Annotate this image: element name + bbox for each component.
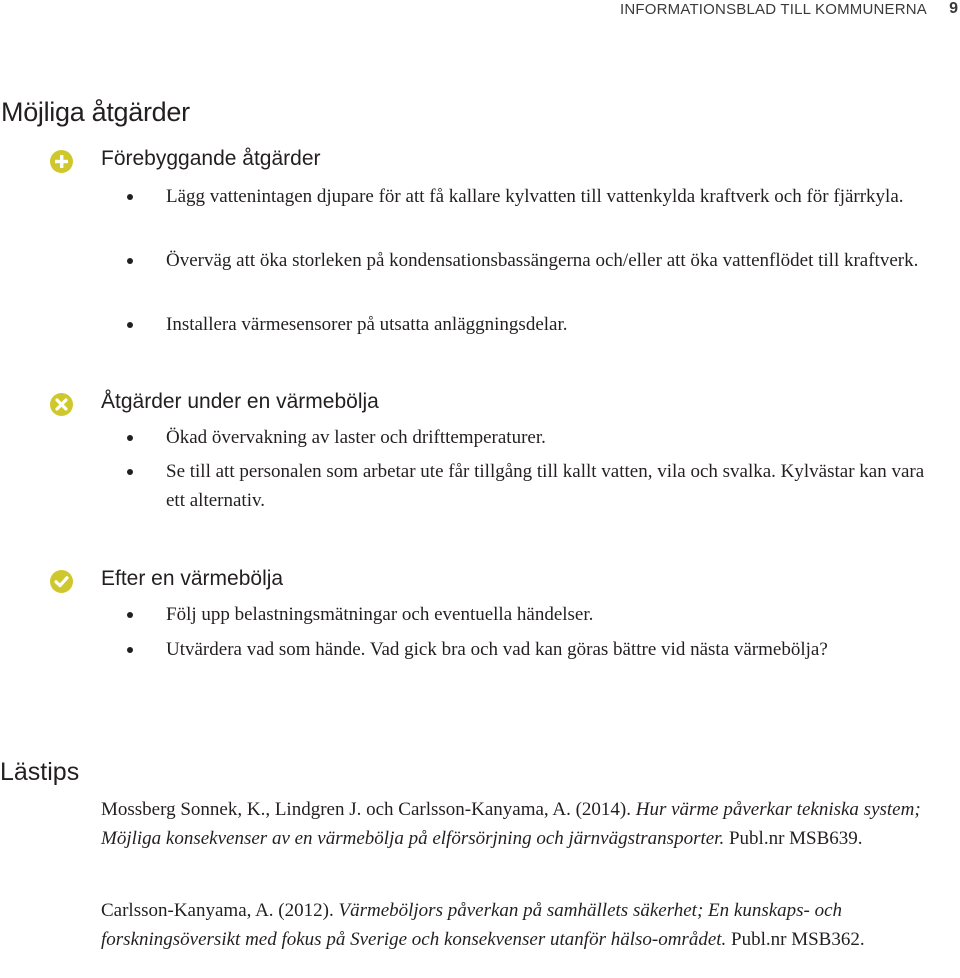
page-header xyxy=(0,0,960,22)
list-item: Följ upp belastningsmätningar och eventuella händelser. xyxy=(0,600,946,629)
bullet-list xyxy=(0,182,960,339)
list-item: Lägg vattenintagen djupare för att få kallare kylvatten till vattenkylda kraftverk och för fjärrkyla. xyxy=(0,182,946,240)
section-heading: Efter en värmebölja xyxy=(101,567,284,590)
reference-1 xyxy=(101,795,956,853)
page-title: Möjliga åtgärder xyxy=(1,97,190,127)
list-item: Se till att personalen som arbetar ute får tillgång till kallt vatten, vila och svalka. Kylvästar kan vara ett alternativ. xyxy=(0,457,946,515)
check-icon xyxy=(50,570,73,593)
reading-tips-title: Lästips xyxy=(0,758,80,786)
cross-icon xyxy=(50,393,73,416)
section-heading: Åtgärder under en värmebölja xyxy=(101,390,379,413)
list-item: Installera värmesensorer på utsatta anläggningsdelar. xyxy=(0,310,946,339)
bullet-list xyxy=(0,600,960,664)
reference-authors: Mossberg Sonnek, K., Lindgren J. och Carlsson-Kanyama, A. (2014). xyxy=(101,799,631,820)
header-title: INFORMATIONSBLAD TILL KOMMUNERNA xyxy=(620,1,927,18)
reference-title: Hur värme påverkar tekniska system; Möjliga konsekvenser av en värmebölja på elförsörjning och järnvägstransporter. xyxy=(101,799,921,849)
bullet-list xyxy=(0,423,960,515)
list-item: Utvärdera vad som hände. Vad gick bra och vad kan göras bättre vid nästa värmebölja? xyxy=(0,635,946,664)
plus-icon xyxy=(50,150,73,173)
section-heading: Förebyggande åtgärder xyxy=(101,147,321,170)
page-number: 9 xyxy=(949,0,958,17)
reference-2 xyxy=(101,896,956,954)
reference-publ: Publ.nr MSB362. xyxy=(731,929,865,950)
reference-publ: Publ.nr MSB639. xyxy=(728,828,863,849)
list-item: Ökad övervakning av laster och drifttemperaturer. xyxy=(0,423,946,452)
list-item: Överväg att öka storleken på kondensationsbassängerna och/eller att öka vattenflödet till kraftverk. xyxy=(0,246,946,304)
reference-authors: Carlsson-Kanyama, A. (2012). xyxy=(101,900,334,921)
reference-title: Värmeböljors påverkan på samhällets säkerhet; En kunskaps- och forskningsöversikt med fokus på Sverige och konsekvenser utanför hälso-området. xyxy=(101,900,843,950)
